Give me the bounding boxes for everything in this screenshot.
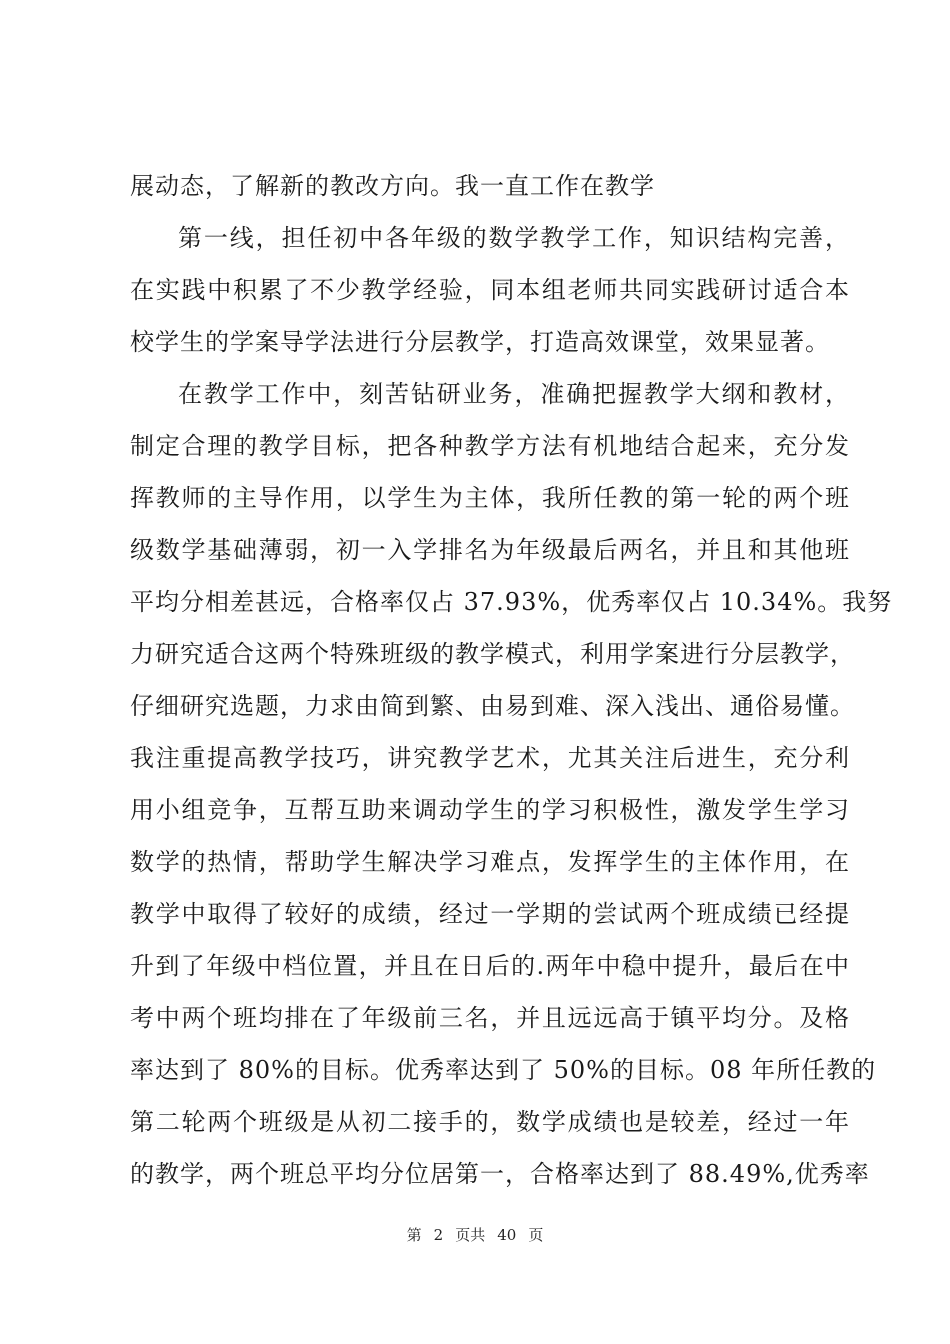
- footer-prefix: 第: [406, 1226, 422, 1244]
- text-line: 的教学，两个班总平均分位居第一，合格率达到了 88.49%,优秀率: [130, 1160, 870, 1188]
- text-line: 级数学基础薄弱，初一入学排名为年级最后两名，并且和其他班: [130, 536, 850, 564]
- text-line: 升到了年级中档位置，并且在日后的.两年中稳中提升，最后在中: [130, 952, 850, 980]
- page-footer: [0, 1224, 950, 1245]
- text-line: 第一线，担任初中各年级的数学教学工作，知识结构完善，: [178, 224, 850, 252]
- text-line: 展动态，了解新的教改方向。我一直工作在教学: [130, 172, 655, 200]
- text-line: 第二轮两个班级是从初二接手的，数学成绩也是较差，经过一年: [130, 1108, 850, 1136]
- text-line: 考中两个班均排在了年级前三名，并且远远高于镇平均分。及格: [130, 1004, 850, 1032]
- text-line: 教学中取得了较好的成绩，经过一学期的尝试两个班成绩已经提: [130, 900, 850, 928]
- text-line: 平均分相差甚远，合格率仅占 37.93%，优秀率仅占 10.34%。我努: [130, 588, 893, 616]
- document-body: [130, 160, 893, 1200]
- text-line: 力研究适合这两个特殊班级的教学模式，利用学案进行分层教学，: [130, 640, 855, 668]
- text-line: 用小组竞争，互帮互助来调动学生的学习积极性，激发学生学习: [130, 796, 850, 824]
- text-line: 在实践中积累了不少教学经验，同本组老师共同实践研讨适合本: [130, 276, 850, 304]
- text-line: 校学生的学案导学法进行分层教学，打造高效课堂，效果显著。: [130, 328, 830, 356]
- text-line: 挥教师的主导作用，以学生为主体，我所任教的第一轮的两个班: [130, 484, 850, 512]
- text-line: 率达到了 80%的目标。优秀率达到了 50%的目标。08 年所任教的: [130, 1056, 877, 1084]
- footer-total-pages: 40: [497, 1226, 517, 1244]
- footer-suffix: 页: [528, 1226, 544, 1244]
- text-line: 仔细研究选题，力求由简到繁、由易到难、深入浅出、通俗易懂。: [130, 692, 855, 720]
- text-line: 在教学工作中，刻苦钻研业务，准确把握教学大纲和教材，: [178, 380, 850, 408]
- text-line: 我注重提高教学技巧，讲究教学艺术，尤其关注后进生，充分利: [130, 744, 850, 772]
- footer-middle: 页共: [455, 1226, 486, 1244]
- text-line: 制定合理的教学目标，把各种教学方法有机地结合起来，充分发: [130, 432, 850, 460]
- text-line: 数学的热情，帮助学生解决学习难点，发挥学生的主体作用，在: [130, 848, 850, 876]
- footer-page-number: 2: [433, 1226, 444, 1244]
